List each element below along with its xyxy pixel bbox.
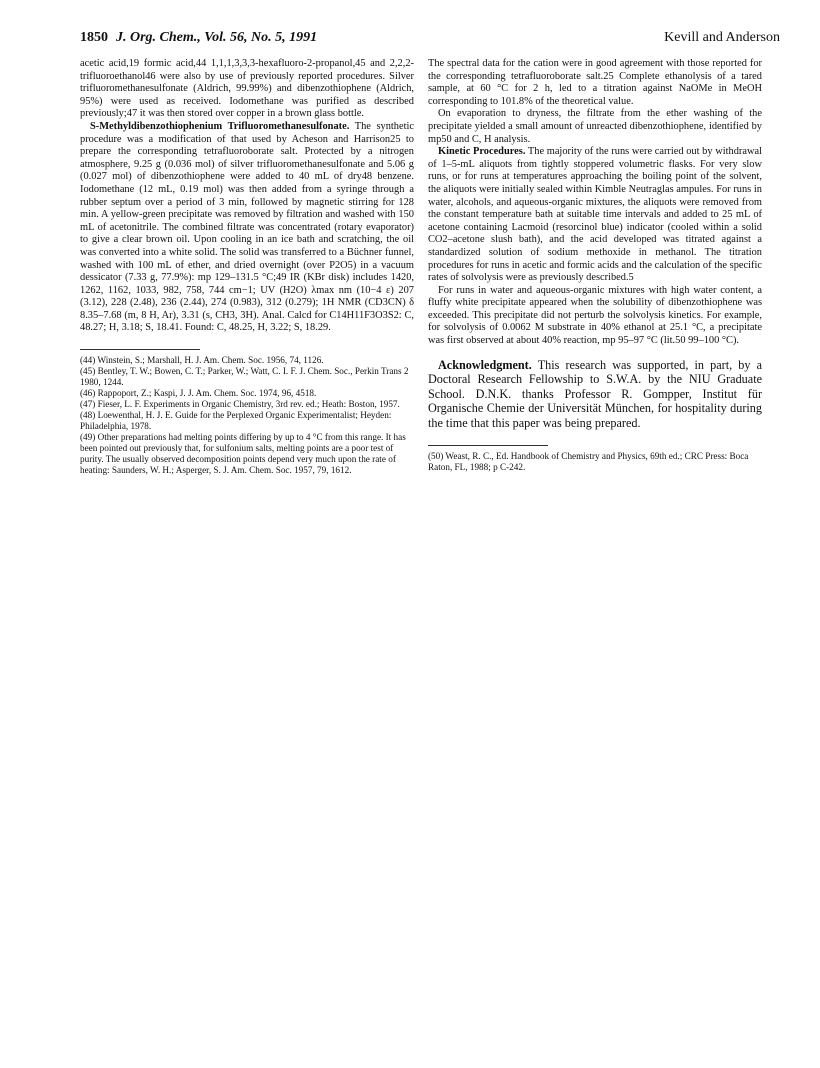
page-number: 1850 [80, 30, 108, 45]
paragraph-synthesis [80, 121, 414, 335]
footnote-45: (45) Bentley, T. W.; Bowen, C. T.; Parker, W.; Watt, C. I. F. J. Chem. Soc., Perkin Trans 2 1980, 1244. [80, 366, 409, 388]
acknowledgment-text: This research was supported, in part, by a Doctoral Research Fellowship to S.W.A. by the NIU Graduate School. D.N.K. thanks Professor R. Gompper, Institut für Organische Chemie der Universität München, for hospitality during the time that this paper was being prepared. [428, 357, 763, 431]
footnote-49: (49) Other preparations had melting points differing by up to 4 °C from this range. It has been pointed out previously that, for sulfonium salts, melting points are a poor test of purity. The usually observed decomposition points depend very much upon the rate of heating: Saunders, W. H.; Asperger, S. J. Am. Chem. Soc. 1957, 79, 1612. [80, 432, 406, 476]
paragraph-spectral: The spectral data for the cation were in good agreement with those reported for the corresponding tetrafluoroborate salt.25 Complete ethanolysis of a tared sample, at 60 °C for 2 h, led to a titration against NaOMe in MeOH corresponding to 101.8% of the theoretical value. [428, 58, 762, 107]
page-header [80, 30, 780, 52]
footnote-46: (46) Rappoport, Z.; Kaspi, J. J. Am. Chem. Soc. 1974, 96, 4518. [80, 388, 317, 399]
journal-citation: J. Org. Chem., Vol. 56, No. 5, 1991 [116, 30, 318, 45]
paragraph-materials: acetic acid,19 formic acid,44 1,1,1,3,3,3-hexafluoro-2-propanol,45 and 2,2,2-trifluoroethanol46 were also by use of previously reported procedures. Silver trifluoromethanesulfonate (Aldrich, 99.99%) and dibenzothiophene (Aldrich, 95%) were used as received. Iodomethane was purified as described previously;47 it was then stored over copper in a brown glass bottle. [80, 58, 414, 120]
right-column [428, 58, 762, 473]
paragraph-evaporation: On evaporation to dryness, the filtrate from the ether washing of the precipitate yielded a small amount of unreacted dibenzothiophene, identified by mp50 and C, H analysis. [428, 108, 762, 145]
footnote-divider [80, 349, 200, 350]
left-column [80, 58, 414, 476]
section-heading-kinetics: Kinetic Procedures. [438, 146, 526, 158]
footnote-44: (44) Winstein, S.; Marshall, H. J. Am. Chem. Soc. 1956, 74, 1126. [80, 355, 324, 366]
section-heading-synthesis: S-Methyldibenzothiophenium Trifluoromethanesulfonate. [90, 120, 350, 132]
paragraph-kinetics-text: The majority of the runs were carried out by withdrawal of 1–5-mL aliquots from tightly stoppered volumetric flasks. For very slow runs, or for runs at temperatures approaching the boiling point of the solvent, the aliquots were initially sealed within Kimble Neutraglas ampules. For runs in water, alcohols, and aqueous-organic mixtures, the aliquots were removed from the constant temperature bath at suitable time intervals and added to 25 mL of acetone containing Lacmoid (resorcinol blue) indicator (cooled within a solid CO2–acetone slush bath), and the acid developed was titrated against a standardized solution of sodium methoxide in methanol. The titration procedures for runs in acetic and formic acids and the calculation of the specific rates of solvolysis were as previously described.5 [428, 146, 762, 284]
footnotes-left [80, 355, 414, 476]
footnotes-right [428, 451, 762, 473]
paragraph-kinetics [428, 146, 762, 285]
footnote-50: (50) Weast, R. C., Ed. Handbook of Chemistry and Physics, 69th ed.; CRC Press: Boca Raton, FL, 1988; p C-242. [428, 450, 749, 472]
footnote-47: (47) Fieser, L. F. Experiments in Organic Chemistry, 3rd rev. ed.; Heath: Boston, 1957. [80, 399, 400, 410]
footnote-48: (48) Loewenthal, H. J. E. Guide for the Perplexed Organic Experimentalist; Heyden: Philadelphia, 1978. [80, 410, 392, 432]
footnote-divider-right [428, 445, 548, 446]
paragraph-synthesis-text: The synthetic procedure was a modification of that used by Acheson and Harrison25 to prepare the corresponding tetrafluoroborate salt. Protected by a nitrogen atmosphere, 9.25 g (0.036 mol) of silver trifluoromethanesulfonate and 5.06 g (0.027 mol) of dibenzothiophene were added to 40 mL of dry48 benzene. Iodomethane (12 mL, 0.19 mol) was then added from a syringe through a rubber septum over a period of 3 min, followed by magnetic stirring for 128 min. A yellow-green precipitate was removed by filtration and washed with 150 mL of acetonitrile. The combined filtrate was concentrated (rotary evaporator) to give a clear brown oil. Upon cooling in an ice bath and scratching, the oil was converted into a white solid. The solid was transferred to a Büchner funnel, washed with 100 mL of ether, and dried overnight (over P2O5) in a vacuum dessicator (7.33 g, 77.9%): mp 129–131.5 °C;49 IR (KBr disk) includes 1420, 1262, 1162, 1033, 982, 758, 744 cm−1; UV (H2O) λmax nm (10−4 ε) 207 (3.12), 228 (2.48), 236 (2.44), 274 (0.983), 312 (0.279); 1H NMR (CD3CN) δ 8.35–7.68 (m, 8 H, Ar), 3.31 (s, CH3, 3H). Anal. Calcd for C14H11F3O3S2: C, 48.27; H, 3.18; S, 18.41. Found: C, 48.25, H, 3.22; S, 18.29. [80, 120, 414, 334]
acknowledgment-heading: Acknowledgment. [438, 357, 532, 372]
running-authors: Kevill and Anderson [664, 30, 780, 45]
paragraph-precipitate: For runs in water and aqueous-organic mixtures with high water content, a fluffy white precipitate appeared when the solubility of dibenzothiophene was exceeded. This precipitate did not perturb the solvolysis kinetics. For example, for solvolysis of 0.0062 M substrate in 40% ethanol at 25.1 °C, a precipitate was first observed at about 40% reaction, mp 95–97 °C (lit.50 99–100 °C). [428, 284, 762, 347]
acknowledgment [428, 358, 762, 431]
